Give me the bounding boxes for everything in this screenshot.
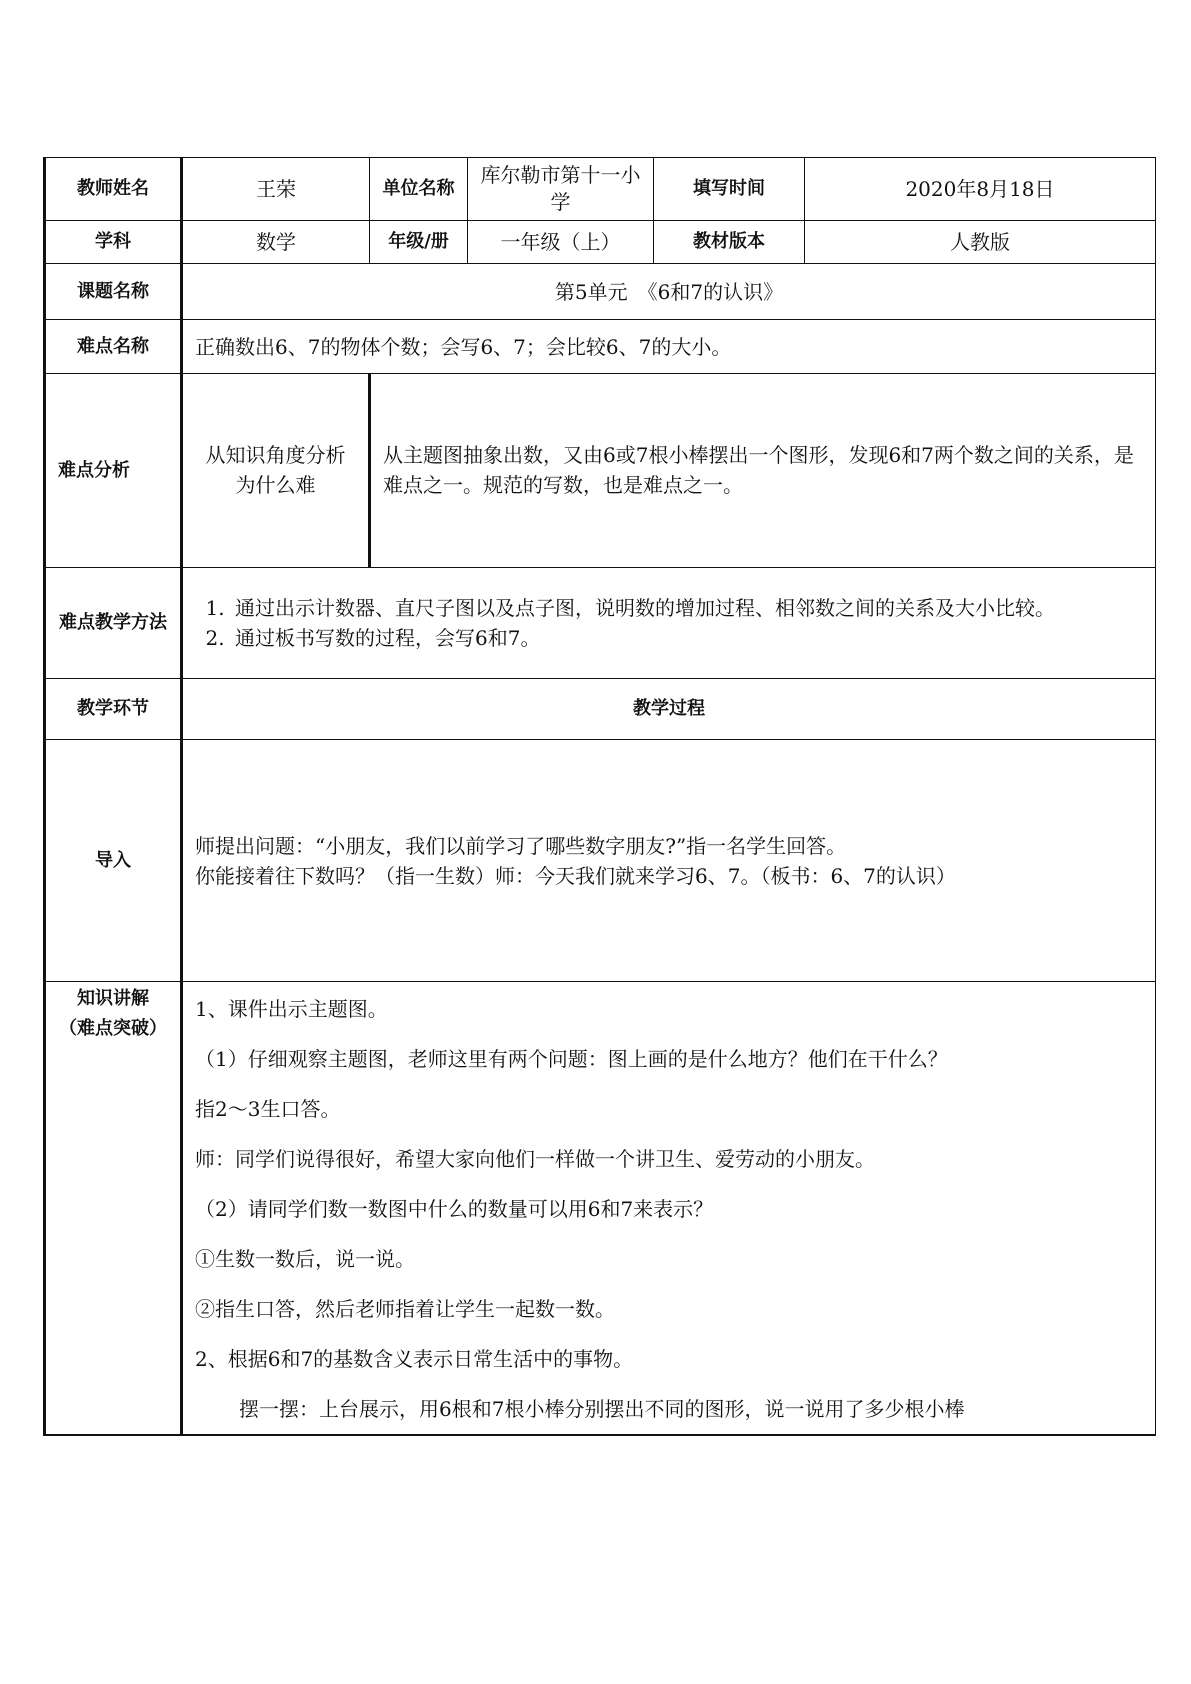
knowledge-paragraph-1: 1、课件出示主题图。 <box>195 997 388 1021</box>
edition-label: 教材版本 <box>654 221 805 264</box>
analysis-label: 难点分析 <box>45 374 182 568</box>
knowledge-content <box>182 982 1156 1435</box>
fill-time-label: 填写时间 <box>654 158 805 221</box>
knowledge-paragraph-6: ①生数一数后，说一说。 <box>195 1247 415 1271</box>
knowledge-paragraph-2: （1）仔细观察主题图，老师这里有两个问题：图上画的是什么地方？他们在干什么？ <box>195 1047 948 1071</box>
lesson-plan-sheet <box>43 157 1154 1436</box>
method-item-1: 1. 通过出示计数器、直尺子图以及点子图，说明数的增加过程、相邻数之间的关系及大小比较。 <box>231 593 1147 623</box>
unit-name-value: 库尔勒市第十一小学 <box>468 158 654 221</box>
knowledge-row <box>45 982 1156 1435</box>
subject-label: 学科 <box>45 221 182 264</box>
process-header-label: 教学过程 <box>182 679 1156 740</box>
method-list-cell <box>182 568 1156 679</box>
knowledge-paragraph-7: ②指生口答，然后老师指着让学生一起数一数。 <box>195 1297 615 1321</box>
intro-content <box>182 740 1156 982</box>
stage-header-label: 教学环节 <box>45 679 182 740</box>
intro-label: 导入 <box>45 740 182 982</box>
topic-value: 第5单元 《6和7的认识》 <box>182 264 1156 320</box>
teacher-name-label: 教师姓名 <box>45 158 182 221</box>
method-item-2: 2. 通过板书写数的过程，会写6和7。 <box>231 623 1147 653</box>
difficulty-value: 正确数出6、7的物体个数；会写6、7；会比较6、7的大小。 <box>182 320 1156 374</box>
knowledge-label-cell <box>45 982 182 1435</box>
difficulty-row <box>45 320 1156 374</box>
method-label: 难点教学方法 <box>45 568 182 679</box>
knowledge-paragraph-3: 指2～3生口答。 <box>195 1097 341 1121</box>
edition-value: 人教版 <box>805 221 1156 264</box>
fill-time-value: 2020年8月18日 <box>805 158 1156 221</box>
analysis-row <box>45 374 1156 568</box>
unit-name-label: 单位名称 <box>370 158 468 221</box>
analysis-sub-label: 从知识角度分析为什么难 <box>182 374 370 568</box>
intro-line-1: 师提出问题：“小朋友，我们以前学习了哪些数字朋友?”指一名学生回答。 <box>195 833 847 858</box>
analysis-value: 从主题图抽象出数，又由6或7根小棒摆出一个图形，发现6和7两个数之间的关系，是难点之一。规范的写数，也是难点之一。 <box>370 374 1156 568</box>
grade-value: 一年级（上） <box>468 221 654 264</box>
knowledge-paragraph-8: 2、根据6和7的基数含义表示日常生活中的事物。 <box>195 1347 634 1371</box>
subject-value: 数学 <box>182 221 370 264</box>
knowledge-label-line-1: 知识讲解 <box>77 988 149 1009</box>
difficulty-label: 难点名称 <box>45 320 182 374</box>
header-row-1 <box>45 158 1156 221</box>
knowledge-paragraph-9: 摆一摆：上台展示，用6根和7根小棒分别摆出不同的图形，说一说用了多少根小棒 <box>239 1397 965 1421</box>
intro-line-2: 你能接着往下数吗？（指一生数）师：今天我们就来学习6、7。（板书：6、7的认识） <box>195 863 956 888</box>
knowledge-paragraph-4: 师：同学们说得很好，希望大家向他们一样做一个讲卫生、爱劳动的小朋友。 <box>195 1147 875 1171</box>
lesson-plan-table <box>43 157 1156 1436</box>
process-header-row <box>45 679 1156 740</box>
header-row-2 <box>45 221 1156 264</box>
knowledge-label-line-2: （难点突破） <box>59 1018 167 1039</box>
method-row <box>45 568 1156 679</box>
teacher-name-value: 王荣 <box>182 158 370 221</box>
topic-label: 课题名称 <box>45 264 182 320</box>
knowledge-paragraph-5: （2）请同学们数一数图中什么的数量可以用6和7来表示？ <box>195 1197 714 1221</box>
grade-label: 年级/册 <box>370 221 468 264</box>
topic-row <box>45 264 1156 320</box>
intro-row <box>45 740 1156 982</box>
method-list <box>195 593 1147 653</box>
